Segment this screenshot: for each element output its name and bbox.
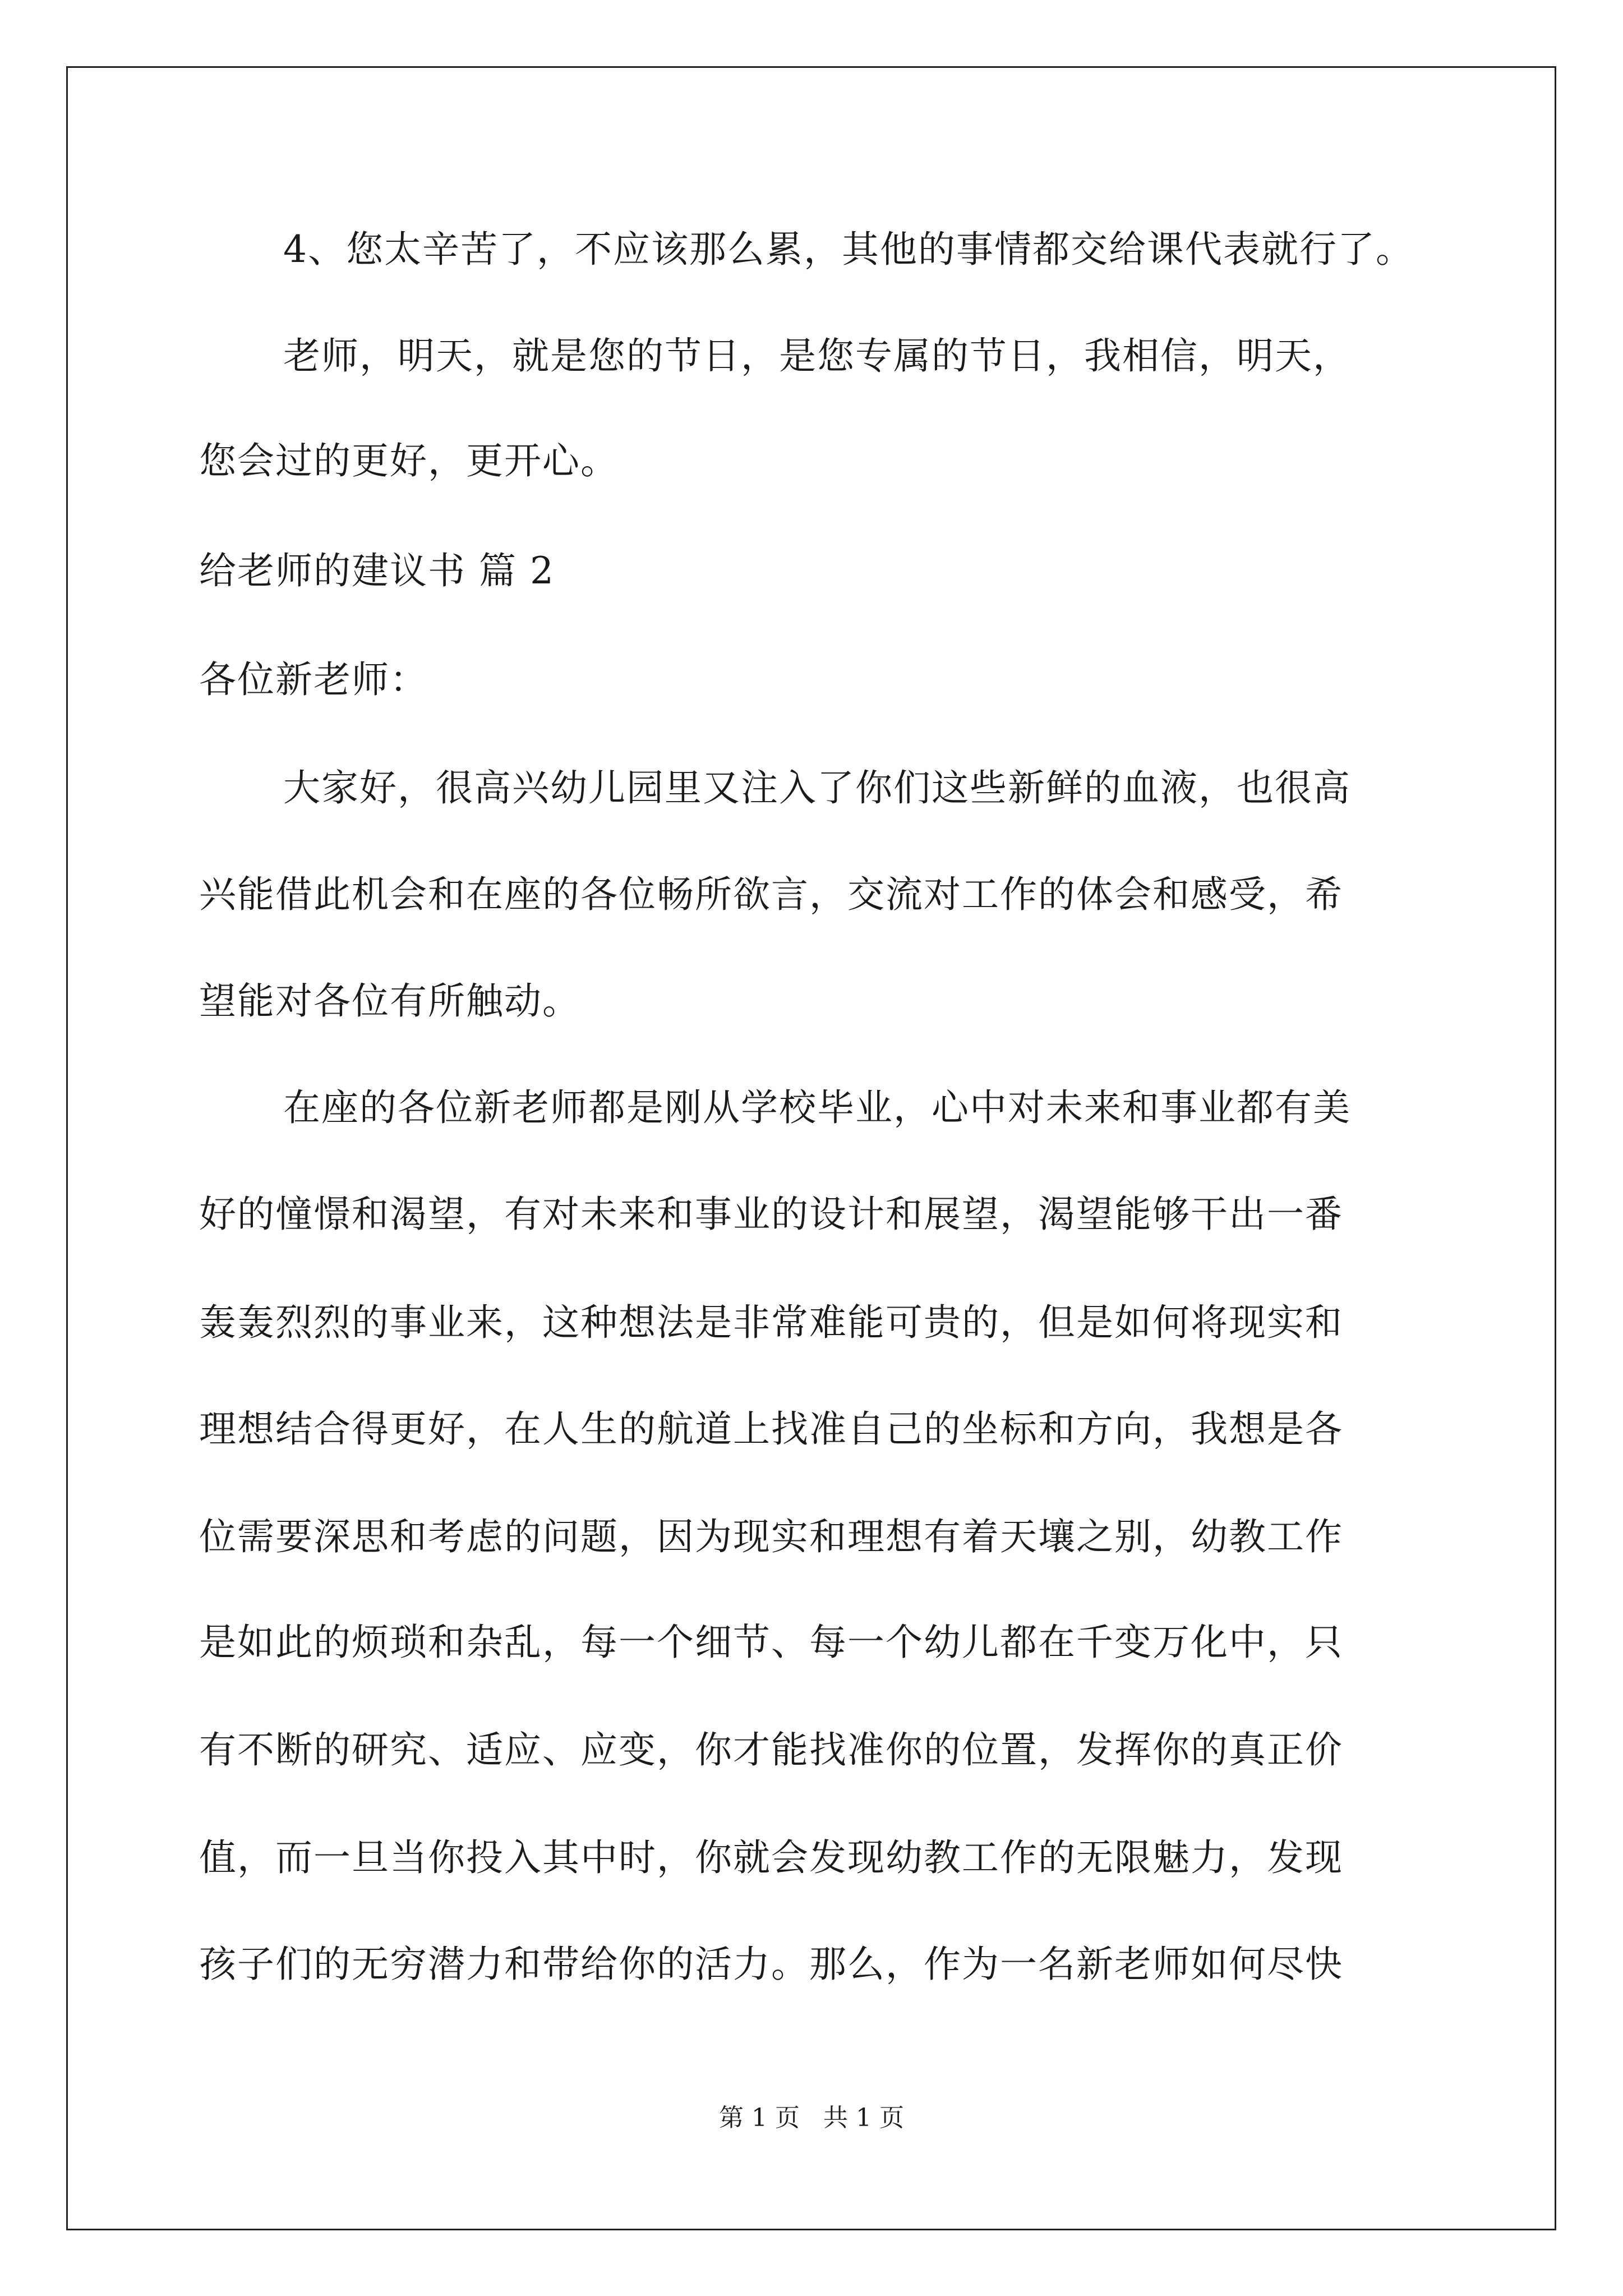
paragraph-line: 4、您太辛苦了，不应该那么累，其他的事情都交给课代表就行了。 (283, 228, 1414, 271)
paragraph-line: 值，而一旦当你投入其中时，你就会发现幼教工作的无限魅力，发现 (199, 1836, 1343, 1879)
paragraph-line: 位需要深思和考虑的问题，因为现实和理想有着天壤之别，幼教工作 (199, 1515, 1343, 1558)
paragraph-line: 老师，明天，就是您的节日，是您专属的节日，我相信，明天， (283, 334, 1351, 378)
paragraph-line: 理想结合得更好，在人生的航道上找准自己的坐标和方向，我想是各 (199, 1407, 1343, 1451)
paragraph-line: 是如此的烦琐和杂乱，每一个细节、每一个幼儿都在千变万化中，只 (199, 1621, 1343, 1664)
section-heading: 给老师的建议书 篇 2 (199, 549, 555, 592)
page-border (66, 66, 1556, 2230)
paragraph-line: 望能对各位有所触动。 (199, 979, 580, 1023)
paragraph-line: 有不断的研究、适应、应变，你才能找准你的位置，发挥你的真正价 (199, 1728, 1343, 1772)
paragraph-line: 兴能借此机会和在座的各位畅所欲言，交流对工作的体会和感受，希 (199, 873, 1343, 916)
page-number-footer: 第 1 页 共 1 页 (719, 2104, 904, 2132)
paragraph-line: 好的憧憬和渴望，有对未来和事业的设计和展望，渴望能够干出一番 (199, 1193, 1343, 1236)
paragraph-line: 您会过的更好，更开心。 (199, 439, 619, 482)
paragraph-line: 在座的各位新老师都是刚从学校毕业，心中对未来和事业都有美 (283, 1086, 1351, 1129)
paragraph-line: 孩子们的无穷潜力和带给你的活力。那么，作为一名新老师如何尽快 (199, 1943, 1343, 1986)
paragraph-line: 大家好，很高兴幼儿园里又注入了你们这些新鲜的血液，也很高 (283, 766, 1351, 809)
paragraph-line: 轰轰烈烈的事业来，这种想法是非常难能可贵的，但是如何将现实和 (199, 1301, 1343, 1344)
salutation: 各位新老师： (199, 658, 428, 701)
